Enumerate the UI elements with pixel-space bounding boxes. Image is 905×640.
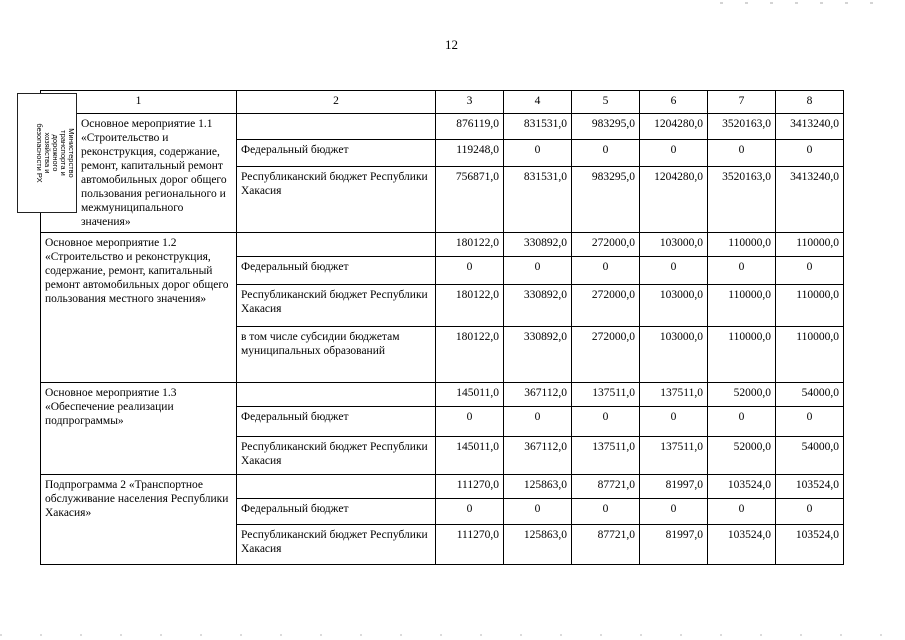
value-cell: 180122,0 [436,233,504,257]
value-cell: 103524,0 [776,525,844,565]
value-cell: 0 [436,407,504,437]
value-cell: 1204280,0 [640,114,708,140]
value-cell: 0 [708,407,776,437]
value-cell: 87721,0 [572,525,640,565]
scan-artifact-bottom [0,634,905,636]
stamp-line: хозяйства и [43,132,52,174]
table-body [41,91,844,565]
value-cell: 110000,0 [708,233,776,257]
funding-source-cell [237,233,436,257]
value-cell: 111270,0 [436,475,504,499]
value-cell: 367112,0 [504,383,572,407]
stamp-line: дорожного [51,134,60,172]
value-cell: 180122,0 [436,327,504,383]
value-cell: 81997,0 [640,475,708,499]
value-cell: 0 [572,499,640,525]
value-cell: 983295,0 [572,114,640,140]
funding-source-cell: в том числе субсидии бюджетам муниципальных образований [237,327,436,383]
value-cell: 54000,0 [776,437,844,475]
value-cell: 103524,0 [708,475,776,499]
value-cell: 3520163,0 [708,167,776,233]
value-cell: 81997,0 [640,525,708,565]
value-cell: 103000,0 [640,233,708,257]
funding-source-cell: Республиканский бюджет Республики Хакасия [237,285,436,327]
value-cell: 110000,0 [776,233,844,257]
value-cell: 0 [708,499,776,525]
value-cell: 0 [504,257,572,285]
value-cell: 110000,0 [776,285,844,327]
column-header: 6 [640,91,708,114]
column-header: 4 [504,91,572,114]
value-cell: 103000,0 [640,327,708,383]
value-cell: 137511,0 [572,383,640,407]
value-cell: 0 [776,139,844,167]
column-header: 8 [776,91,844,114]
value-cell: 367112,0 [504,437,572,475]
stamp-line: Министерство [67,128,76,178]
value-cell: 272000,0 [572,233,640,257]
value-cell: 110000,0 [708,327,776,383]
stamp-line: безопасности РХ [35,123,44,183]
header-row [41,91,844,114]
value-cell: 110000,0 [776,327,844,383]
budget-table [40,90,844,565]
value-cell: 0 [504,499,572,525]
scan-artifact-top [720,2,890,4]
value-cell: 54000,0 [776,383,844,407]
value-cell: 0 [776,407,844,437]
value-cell: 103524,0 [708,525,776,565]
column-header: 1 [41,91,237,114]
value-cell: 330892,0 [504,233,572,257]
value-cell: 330892,0 [504,285,572,327]
page-number: 12 [445,37,458,52]
funding-source-cell: Республиканский бюджет Республики Хакасия [237,525,436,565]
value-cell: 0 [776,499,844,525]
column-header: 3 [436,91,504,114]
value-cell: 0 [708,257,776,285]
value-cell: 3413240,0 [776,167,844,233]
funding-source-cell: Республиканский бюджет Республики Хакасия [237,167,436,233]
value-cell: 180122,0 [436,285,504,327]
table-row [41,233,844,257]
table-row [41,114,844,140]
stamp-text [17,94,75,212]
funding-source-cell: Федеральный бюджет [237,407,436,437]
value-cell: 103524,0 [776,475,844,499]
value-cell: 87721,0 [572,475,640,499]
value-cell: 831531,0 [504,167,572,233]
value-cell: 330892,0 [504,327,572,383]
funding-source-cell: Федеральный бюджет [237,139,436,167]
value-cell: 125863,0 [504,525,572,565]
stamp-line: транспорта и [59,130,68,176]
value-cell: 137511,0 [640,383,708,407]
value-cell: 0 [640,139,708,167]
value-cell: 876119,0 [436,114,504,140]
value-cell: 272000,0 [572,327,640,383]
funding-source-cell: Федеральный бюджет [237,499,436,525]
value-cell: 0 [572,257,640,285]
value-cell: 0 [640,257,708,285]
value-cell: 119248,0 [436,139,504,167]
funding-source-cell: Федеральный бюджет [237,257,436,285]
value-cell: 125863,0 [504,475,572,499]
value-cell: 983295,0 [572,167,640,233]
value-cell: 145011,0 [436,437,504,475]
funding-source-cell [237,114,436,140]
activity-title-cell: Основное мероприятие 1.1 «Строительство и реконструкция, содержание, ремонт, капитальный ремонт автомобильных дорог общего пользования регионального и межмуниципального значения» [41,114,237,233]
value-cell: 0 [436,499,504,525]
value-cell: 756871,0 [436,167,504,233]
activity-title-cell: Подпрограмма 2 «Транспортное обслуживание населения Республики Хакасия» [41,475,237,565]
value-cell: 137511,0 [572,437,640,475]
value-cell: 52000,0 [708,437,776,475]
column-header: 5 [572,91,640,114]
column-header: 7 [708,91,776,114]
table-row [41,475,844,499]
value-cell: 0 [572,407,640,437]
value-cell: 0 [504,407,572,437]
value-cell: 0 [572,139,640,167]
value-cell: 103000,0 [640,285,708,327]
column-header: 2 [237,91,436,114]
table-row [41,383,844,407]
value-cell: 831531,0 [504,114,572,140]
value-cell: 272000,0 [572,285,640,327]
funding-source-cell [237,475,436,499]
value-cell: 3413240,0 [776,114,844,140]
value-cell: 0 [708,139,776,167]
value-cell: 3520163,0 [708,114,776,140]
funding-source-cell [237,383,436,407]
value-cell: 110000,0 [708,285,776,327]
activity-title-cell: Основное мероприятие 1.2 «Строительство и реконструкция, содержание, ремонт, капитальный ремонт автомобильных дорог общего пользования местного значения» [41,233,237,383]
value-cell: 0 [436,257,504,285]
value-cell: 137511,0 [640,437,708,475]
activity-title-cell: Основное мероприятие 1.3 «Обеспечение реализации подпрограммы» [41,383,237,475]
value-cell: 0 [504,139,572,167]
value-cell: 0 [640,407,708,437]
funding-source-cell: Республиканский бюджет Республики Хакасия [237,437,436,475]
value-cell: 1204280,0 [640,167,708,233]
registration-stamp [17,93,77,213]
value-cell: 52000,0 [708,383,776,407]
value-cell: 145011,0 [436,383,504,407]
value-cell: 0 [776,257,844,285]
value-cell: 111270,0 [436,525,504,565]
value-cell: 0 [640,499,708,525]
